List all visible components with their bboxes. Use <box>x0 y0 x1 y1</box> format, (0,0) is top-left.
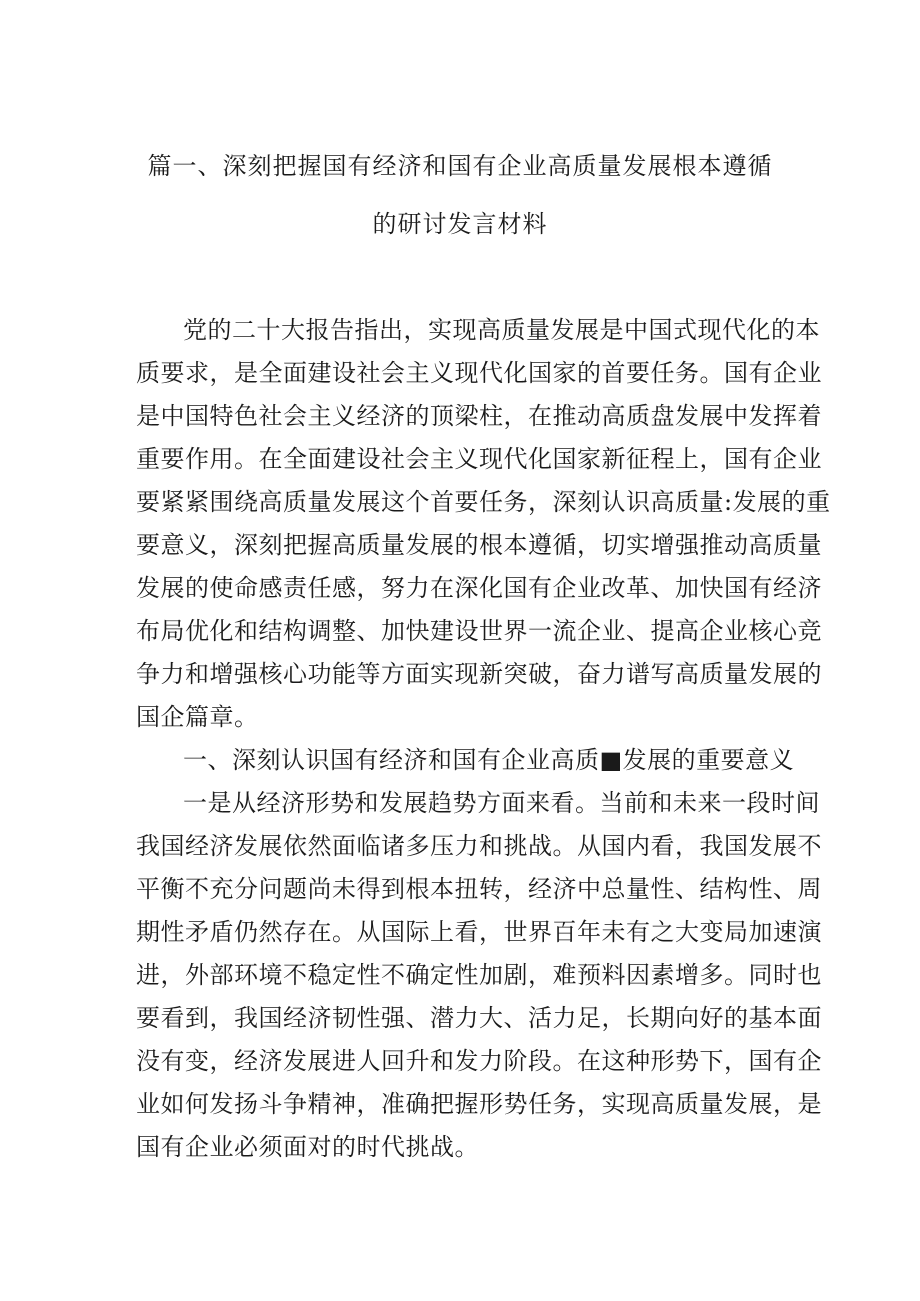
paragraph-2-line: 进，外部环境不稳定性不确定性加剧，难预料因素增多。同时也 <box>136 961 822 989</box>
document-title-line-1: 篇一、深刻把握国有经济和国有企业高质量发展根本遵循 <box>147 152 773 180</box>
paragraph-2-line: 国有企业必须面对的时代挑战。 <box>136 1133 479 1161</box>
document-title-line-2: 的研讨发言材料 <box>372 210 548 238</box>
paragraph-1-line: 是中国特色社会主义经济的顶梁柱，在推动高质盘发展中发挥着 <box>136 402 822 430</box>
paragraph-2-line: 平衡不充分问题尚未得到根本扭转，经济中总量性、结构性、周 <box>136 875 822 903</box>
paragraph-1-line: 重要作用。在全面建设社会主义现代化国家新征程上，国有企业 <box>136 445 822 473</box>
paragraph-2-line: 我国经济发展依然面临诸多压力和挑战。从国内看，我国发展不 <box>136 832 822 860</box>
paragraph-1-line: 要紧紧围绕高质量发展这个首要任务，深刻认识高质量:发展的重 <box>136 488 831 516</box>
paragraph-2-line: 要看到，我国经济韧性强、潜力大、活力足，长期向好的基本面 <box>136 1004 822 1032</box>
paragraph-1-line: 国企篇章。 <box>136 703 259 731</box>
paragraph-2-line: 没有变，经济发展进人回升和发力阶段。在这种形势下，国有企 <box>136 1047 822 1075</box>
paragraph-2-line: 期性矛盾仍然存在。从国际上看，世界百年未有之大变局加速演 <box>136 918 822 946</box>
paragraph-2-line: 一是从经济形势和发展趋势方面来看。当前和未来一段时间 <box>183 789 820 817</box>
paragraph-1-line: 党的二十大报告指出，实现高质量发展是中国式现代化的本 <box>183 316 820 344</box>
paragraph-1-line: 要意义，深刻把握高质量发展的根本遵循，切实增强推动高质量 <box>136 531 822 559</box>
paragraph-1-line: 争力和增强核心功能等方面实现新突破，奋力谱写高质量发展的 <box>136 660 822 688</box>
paragraph-2-line: 业如何发扬斗争精神，准确把握形势任务，实现高质量发展，是 <box>136 1090 822 1118</box>
section-heading: 一、深刻认识国有经济和国有企业高质■发展的重要意义 <box>183 746 795 774</box>
paragraph-1-line: 布局优化和结构调整、加快建设世界一流企业、提高企业核心竞 <box>136 617 822 645</box>
paragraph-1-line: 发展的使命感责任感，努力在深化国有企业改革、加快国有经济 <box>136 574 822 602</box>
paragraph-1-line: 质要求，是全面建设社会主义现代化国家的首要任务。国有企业 <box>136 359 822 387</box>
